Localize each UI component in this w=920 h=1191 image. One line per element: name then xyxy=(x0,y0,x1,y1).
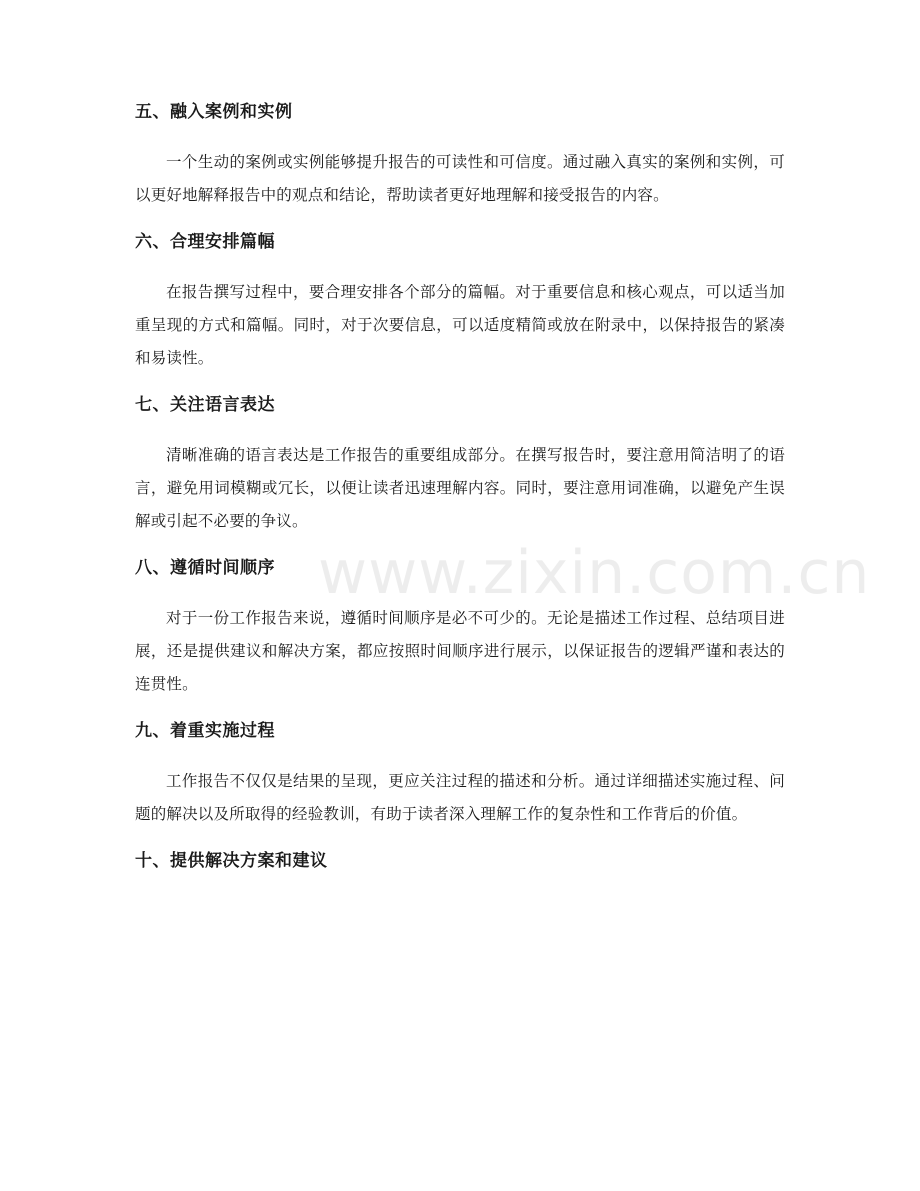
section-heading-5: 五、融入案例和实例 xyxy=(135,102,293,122)
section-body-6: 在报告撰写过程中，要合理安排各个部分的篇幅。对于重要信息和核心观点，可以适当加重呈现的方式和篇幅。同时，对于次要信息，可以适度精简或放在附录中，以保持报告的紧凑和易读性。 xyxy=(135,283,785,367)
section-body-8: 对于一份工作报告来说，遵循时间顺序是必不可少的。无论是描述工作过程、总结项目进展，还是提供建议和解决方案，都应按照时间顺序进行展示，以保证报告的逻辑严谨和表达的连贯性。 xyxy=(135,609,785,693)
section-heading-8: 八、遵循时间顺序 xyxy=(135,558,275,578)
section-body-9: 工作报告不仅仅是结果的呈现，更应关注过程的描述和分析。通过详细描述实施过程、问题的解决以及所取得的经验教训，有助于读者深入理解工作的复杂性和工作背后的价值。 xyxy=(135,772,785,823)
section-heading-7: 七、关注语言表达 xyxy=(135,395,275,415)
document-content xyxy=(135,100,785,873)
section-heading-10: 十、提供解决方案和建议 xyxy=(135,851,328,871)
section-body-7: 清晰准确的语言表达是工作报告的重要组成部分。在撰写报告时，要注意用简洁明了的语言，避免用词模糊或冗长，以便让读者迅速理解内容。同时，要注意用词准确，以避免产生误解或引起不必要的争议。 xyxy=(135,446,785,530)
section-heading-9: 九、着重实施过程 xyxy=(135,721,275,741)
section-heading-6: 六、合理安排篇幅 xyxy=(135,232,275,252)
section-body-5: 一个生动的案例或实例能够提升报告的可读性和可信度。通过融入真实的案例和实例，可以更好地解释报告中的观点和结论，帮助读者更好地理解和接受报告的内容。 xyxy=(135,153,785,204)
watermark-text: www.zixin.com.cn xyxy=(318,538,871,608)
